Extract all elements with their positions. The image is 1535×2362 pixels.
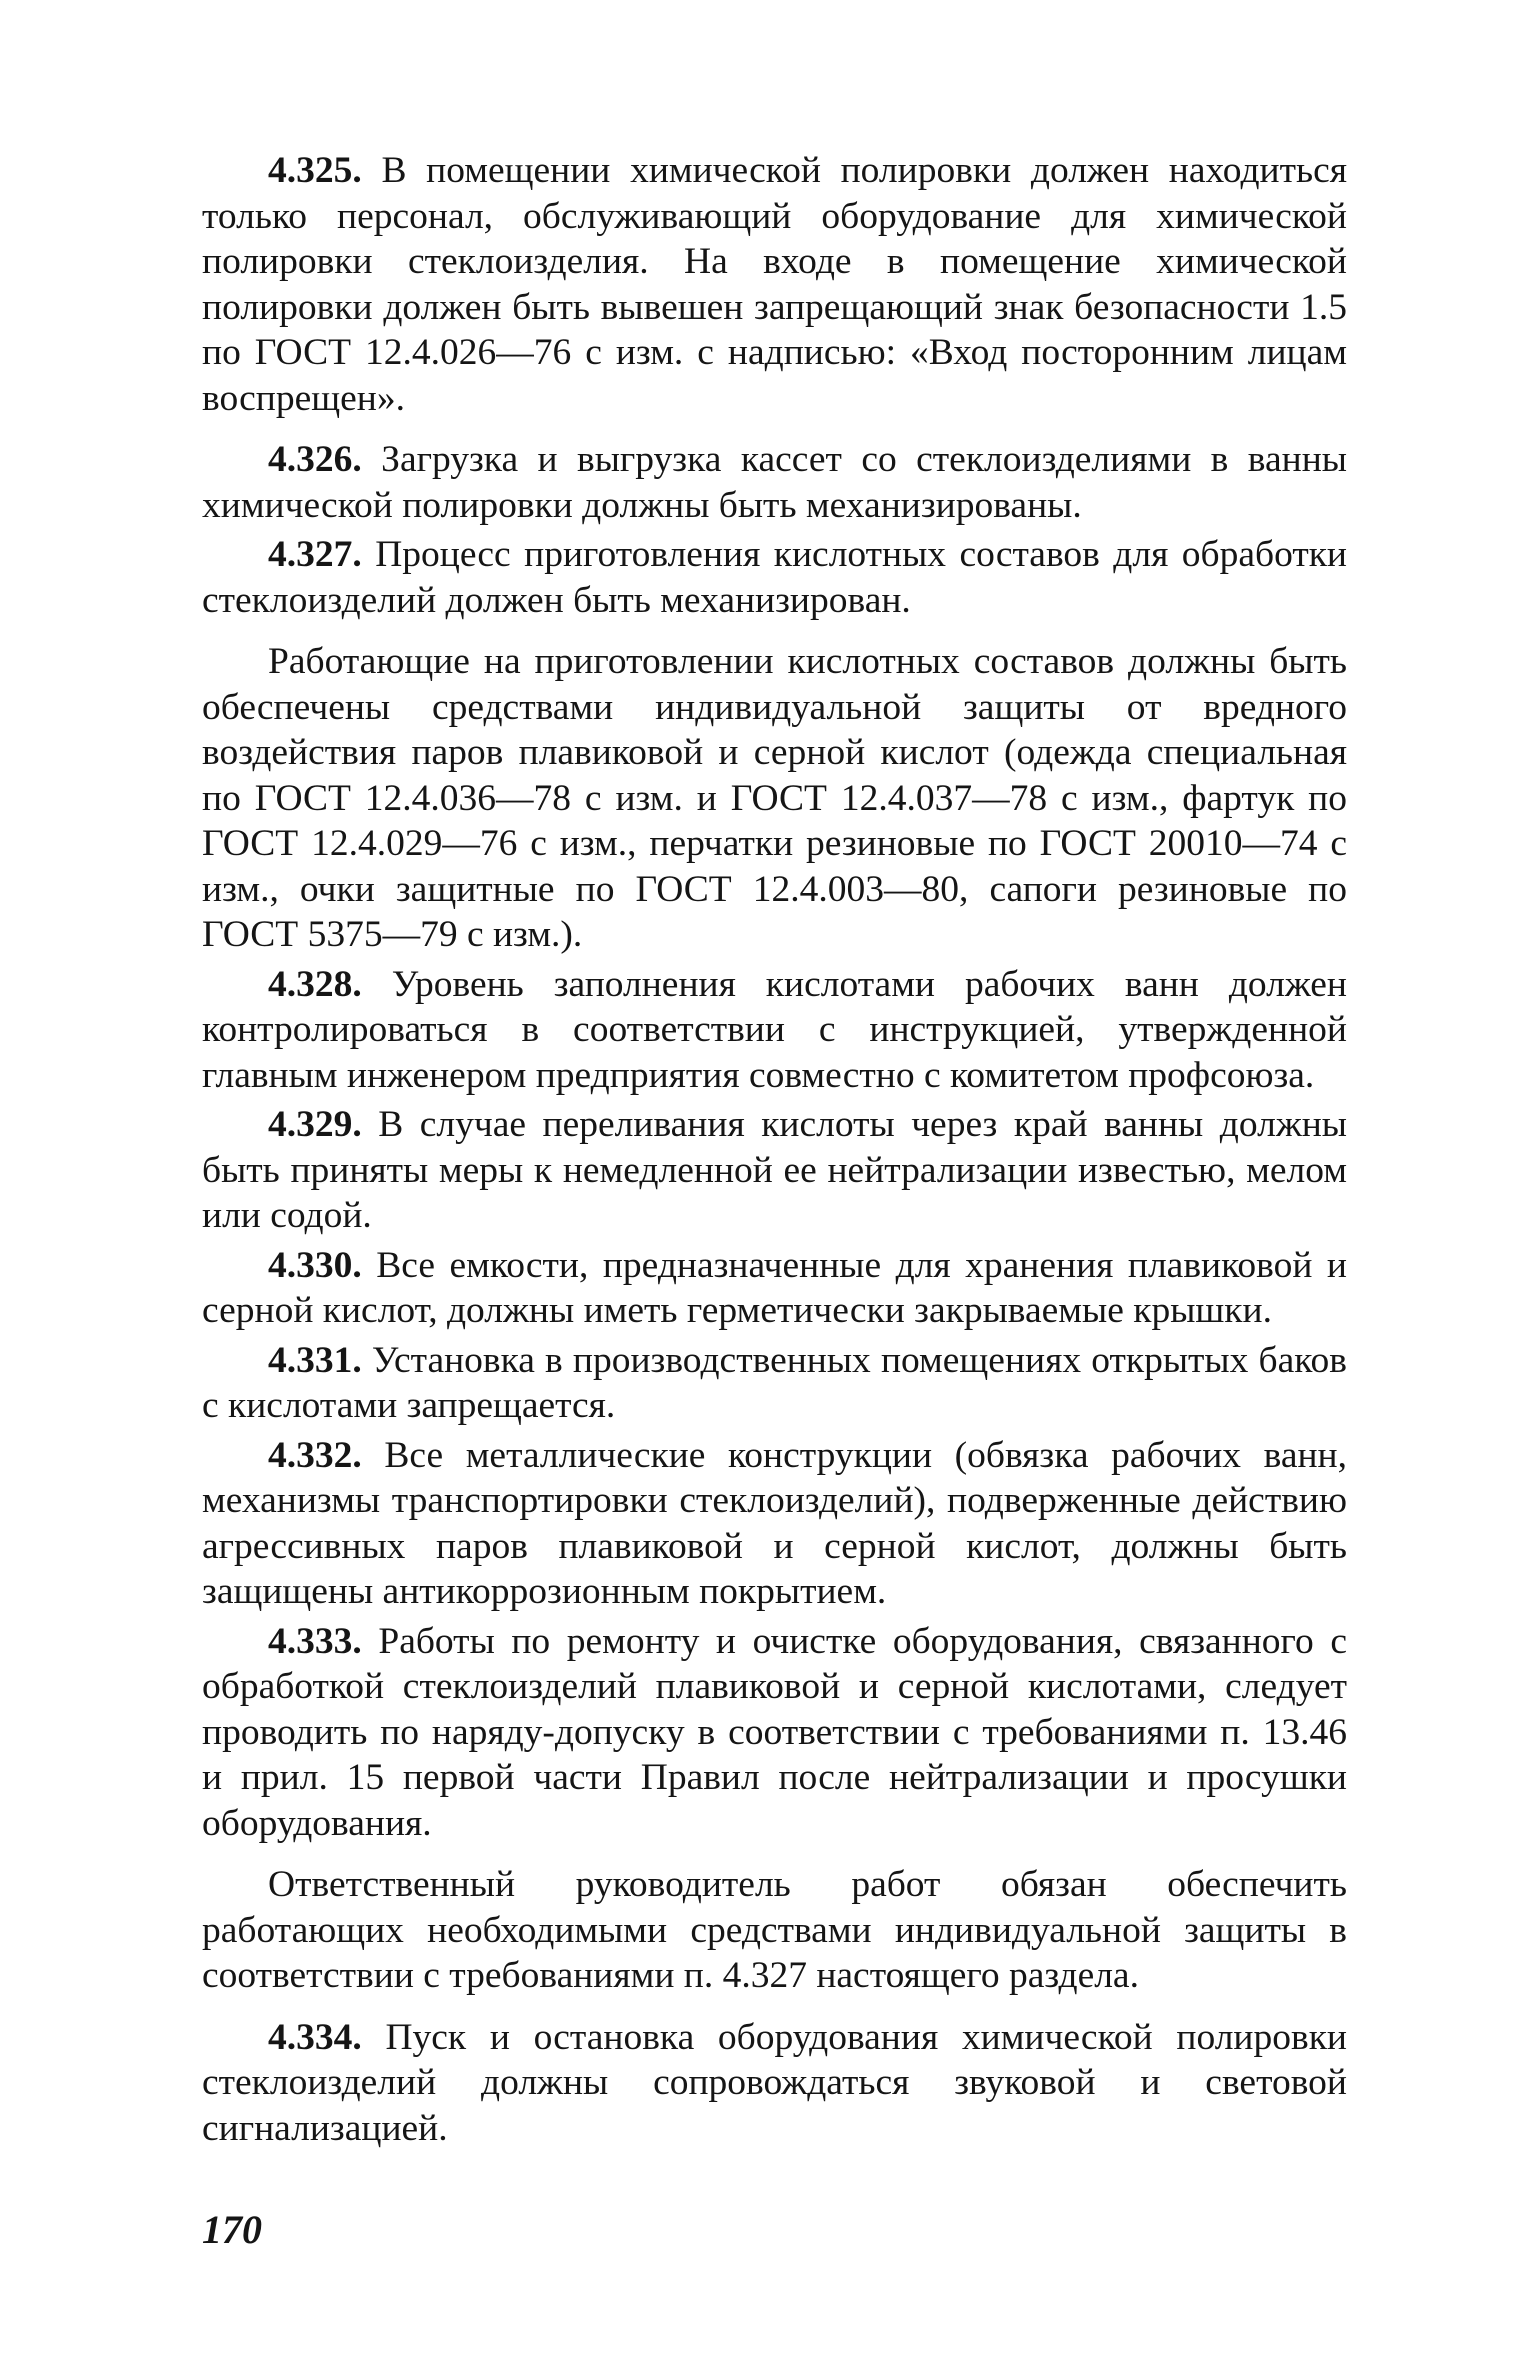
clause-number: 4.327. (268, 534, 362, 575)
paragraph-text: Установка в производственных помещениях открытых баков с кислотами запрещается. (202, 1339, 1348, 1426)
paragraph-text: Работы по ремонту и очистке оборудования, связанного с обработкой стеклоизделий плавиковой и серной кислотами, следует проводить по наряду-допуску в соответствии с требованиями п. 13.46 и прил. 15 первой части Правил после нейтрализации и просушки оборудования. (202, 1620, 1347, 1844)
clause-number: 4.333. (268, 1620, 362, 1662)
clause-number: 4.330. (268, 1244, 362, 1286)
paragraph-text: Пуск и остановка оборудования химической полировки стеклоизделий должны сопровождаться звуковой и световой сигнализацией. (202, 2016, 1347, 2149)
paragraph-text: Работающие на приготовлении кислотных составов должны быть обеспечены средствами индивидуальной защиты от вредного воздействия паров плавиковой и серной кислот (одежда специальная по ГОСТ 12.4.036—78 с изм. и ГОСТ 12.4.037—78 с изм., фартук по ГОСТ 12.4.029—76 с изм., перчатки резиновые по ГОСТ 20010—74 с изм., очки защитные по ГОСТ 12.4.003—80, сапоги резиновые по ГОСТ 5375—79 с изм.). (202, 641, 1347, 955)
clause-number: 4.334. (268, 2016, 362, 2058)
clause-number: 4.332. (268, 1434, 362, 1476)
paragraph-text: В случае переливания кислоты через край ванны должны быть приняты меры к немедленной ее нейтрализации известью, мелом или содой. (202, 1104, 1347, 1236)
paragraph-text: Все емкости, предназначенные для хранения плавиковой и серной кислот, должны иметь герметически закрываемые крышки. (202, 1244, 1347, 1331)
paragraph-text: В помещении химической полировки должен находиться только персонал, обслуживающий оборудование для химической полировки стеклоизделия. На входе в помещение химической полировки должен быть вывешен запрещающий знак безопасности 1.5 по ГОСТ 12.4.026—76 с изм. с надписью: «Вход посторонним лицам воспрещен». (202, 150, 1348, 419)
paragraph-4-333-continued (202, 1862, 1347, 1999)
paragraph-4-325 (202, 148, 1347, 421)
paragraph-4-332 (202, 1433, 1347, 1615)
paragraph-4-330 (202, 1243, 1347, 1334)
paragraph-text: Загрузка и выгрузка кассет со стеклоизделиями в ванны химической полировки должны быть механизированы. (202, 439, 1347, 526)
paragraph-4-329 (202, 1102, 1347, 1239)
paragraph-4-326 (202, 437, 1347, 528)
paragraph-text: Уровень заполнения кислотами рабочих ванн должен контролироваться в соответствии с инструкцией, утвержденной главным инженером предприятия совместно с комитетом профсоюза. (202, 963, 1347, 1096)
clause-number: 4.331. (268, 1339, 362, 1381)
paragraph-4-333 (202, 1619, 1347, 1847)
page-number: 170 (202, 2207, 262, 2252)
clause-number: 4.329. (268, 1104, 362, 1145)
paragraph-4-327-continued (202, 639, 1347, 958)
paragraph-4-328 (202, 962, 1347, 1099)
paragraph-text: Все металлические конструкции (обвязка рабочих ванн, механизмы транспортировки стеклоизделий), подверженные действию агрессивных паров плавиковой и серной кислот, должны быть защищены антикоррозионным покрытием. (202, 1434, 1348, 1612)
clause-number: 4.325. (268, 150, 362, 191)
paragraph-4-334 (202, 2015, 1347, 2152)
paragraph-4-331 (202, 1338, 1347, 1429)
clause-number: 4.326. (268, 439, 362, 480)
clause-number: 4.328. (268, 963, 362, 1005)
paragraph-text: Процесс приготовления кислотных составов для обработки стеклоизделий должен быть механизирован. (202, 534, 1347, 621)
document-body (202, 148, 1347, 2151)
paragraph-text: Ответственный руководитель работ обязан обеспечить работающих необходимыми средствами индивидуальной защиты в соответствии с требованиями п. 4.327 настоящего раздела. (202, 1864, 1347, 1996)
paragraph-4-327 (202, 532, 1347, 623)
